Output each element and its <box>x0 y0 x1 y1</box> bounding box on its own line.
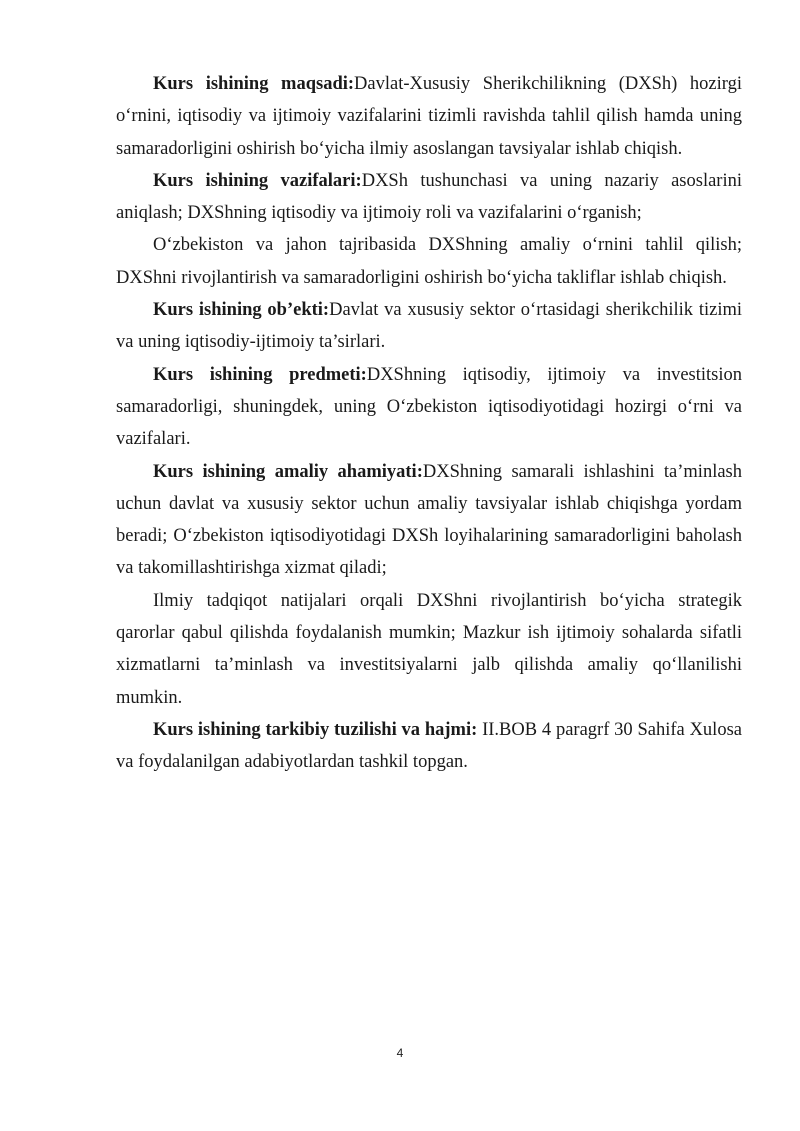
page-number: 4 <box>396 1046 404 1060</box>
paragraph-structure <box>116 714 742 779</box>
document-page <box>116 68 742 779</box>
paragraph-text: Davlat-Xususiy Sherikchilikning (DXSh) hozirgi o‘rnini, iqtisodiy va ijtimoiy vazifalarini tizimli ravishda tahlil qilish hamda uning samaradorligini oshirish bo‘yicha ilmiy asoslangan tavsiyalar ishlab chiqish. <box>116 74 742 159</box>
paragraph-label: Kurs ishining predmeti: <box>153 364 367 385</box>
paragraph-label: Kurs ishining maqsadi: <box>153 74 355 94</box>
paragraph-text: DXShning samarali ishlashini ta’minlash uchun davlat va xususiy sektor uchun amaliy tavsiyalar ishlab chiqishga yordam beradi; O‘zbekiston iqtisodiyotidagi DXSh loyihalarining samaradorligini baholash va takomillashtirishga xizmat qiladi; <box>116 461 742 579</box>
paragraph-label: Kurs ishining vazifalari: <box>153 170 362 191</box>
paragraph-research-results <box>116 585 742 714</box>
paragraph-subject <box>116 359 742 456</box>
paragraph-text: Ilmiy tadqiqot natijalari orqali DXShni rivojlantirish bo‘yicha strategik qarorlar qabul qilishda foydalanish mumkin; Mazkur ish ijtimoiy sohalarda sifatli xizmatlarni ta’minlash va investitsiyalarni jalb qilishda amaliy qo‘llanilishi mumkin. <box>116 590 742 708</box>
paragraph-text: II.BOB 4 paragrf 30 Sahifa Xulosa va foydalanilgan adabiyotlardan tashkil topgan. <box>116 719 742 773</box>
paragraph-label: Kurs ishining tarkibiy tuzilishi va hajmi: <box>153 719 478 740</box>
paragraph-text: Davlat va xususiy sektor o‘rtasidagi sherikchilik tizimi va uning iqtisodiy-ijtimoiy ta’sirlari. <box>116 300 742 353</box>
paragraph-practical-significance <box>116 456 742 585</box>
paragraph-object <box>116 294 742 359</box>
paragraph-label: Kurs ishining amaliy ahamiyati: <box>153 461 423 482</box>
paragraph-goal <box>116 68 742 165</box>
paragraph-text: DXSh tushunchasi va uning nazariy asoslarini aniqlash; DXShning iqtisodiy va ijtimoiy roli va vazifalarini o‘rganish; <box>116 170 743 224</box>
paragraph-tasks-continued <box>116 229 742 294</box>
paragraph-text: O‘zbekiston va jahon tajribasida DXShning amaliy o‘rnini tahlil qilish; DXShni rivojlantirish va samaradorligini oshirish bo‘yicha takliflar ishlab chiqish. <box>116 235 742 288</box>
paragraph-label: Kurs ishining ob’ekti: <box>153 300 330 321</box>
paragraph-tasks <box>116 165 742 230</box>
paragraph-text: DXShning iqtisodiy, ijtimoiy va investitsion samaradorligi, shuningdek, uning O‘zbekiston iqtisodiyotidagi hozirgi o‘rni va vazifalari. <box>116 364 742 450</box>
